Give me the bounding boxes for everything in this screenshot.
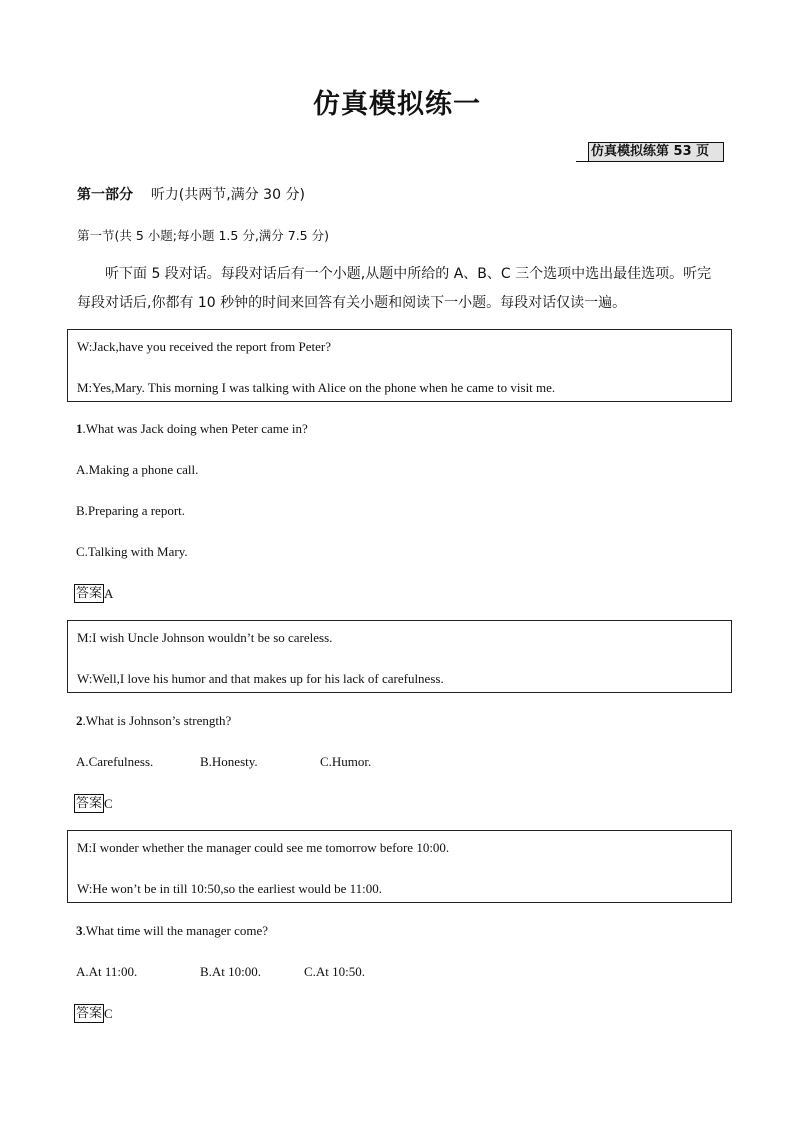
question-text: .What time will the manager come? [82,923,269,938]
question-1-option-a: A.Making a phone call. [76,462,199,477]
question-2-option-c: C.Humor. [320,754,372,769]
question-number: 1 [76,421,83,436]
part-heading [77,184,305,204]
dialog-line: W:Jack,have you received the report from Peter? [77,339,331,354]
question-3-option-c: C.At 10:50. [304,964,366,979]
section-heading: 第一节(共 5 小题;每小题 1.5 分,满分 7.5 分) [77,228,329,243]
instructions: 听下面 5 段对话。每段对话后有一个小题,从题中所给的 A、B、C 三个选项中选出最佳选项。听完每段对话后,你都有 10 秒钟的时间来回答有关小题和阅读下一小题。每段对话仅读一遍。 [77,266,712,311]
question-3-option-a: A.At 11:00. [76,964,138,979]
question-text: .What was Jack doing when Peter came in? [82,421,308,436]
dialog-line: M:I wish Uncle Johnson wouldn’t be so careless. [77,630,333,645]
answer-tag: 答案 [76,796,103,811]
answer-value: A [104,585,114,601]
dialog-box-1 [67,329,732,402]
part-name: 听力(共两节,满分 30 分) [150,187,305,203]
question-number: 3 [76,923,83,938]
question-2 [76,713,231,729]
page-reference [576,142,724,162]
question-1-option-b: B.Preparing a report. [76,503,186,518]
question-1 [76,421,308,437]
page-title: 仿真模拟练一 [313,89,481,120]
dialog-line: W:He won’t be in till 10:50,so the earliest would be 11:00. [77,881,382,896]
page-reference-box: 仿真模拟练第 53 页 [588,142,724,162]
question-text: .What is Johnson’s strength? [82,713,232,728]
question-1-option-c: C.Talking with Mary. [76,544,188,559]
question-3 [76,923,268,939]
answer-tag: 答案 [76,1006,103,1021]
page-reference-rule [576,160,588,162]
answer-value: C [104,795,113,811]
dialog-box-3 [67,830,732,903]
question-2-option-b: B.Honesty. [200,754,258,769]
dialog-box-2 [67,620,732,693]
answer-tag: 答案 [76,586,103,601]
question-3-option-b: B.At 10:00. [200,964,262,979]
dialog-line: W:Well,I love his humor and that makes up for his lack of carefulness. [77,671,444,686]
part-label: 第一部分 [77,187,133,203]
question-2-option-a: A.Carefulness. [76,754,154,769]
question-2-answer [74,794,113,813]
dialog-line: M:I wonder whether the manager could see me tomorrow before 10:00. [77,840,450,855]
dialog-line: M:Yes,Mary. This morning I was talking with Alice on the phone when he came to visit me. [77,380,556,395]
question-3-answer [74,1004,113,1023]
question-number: 2 [76,713,83,728]
answer-value: C [104,1005,113,1021]
question-1-answer [74,584,113,603]
